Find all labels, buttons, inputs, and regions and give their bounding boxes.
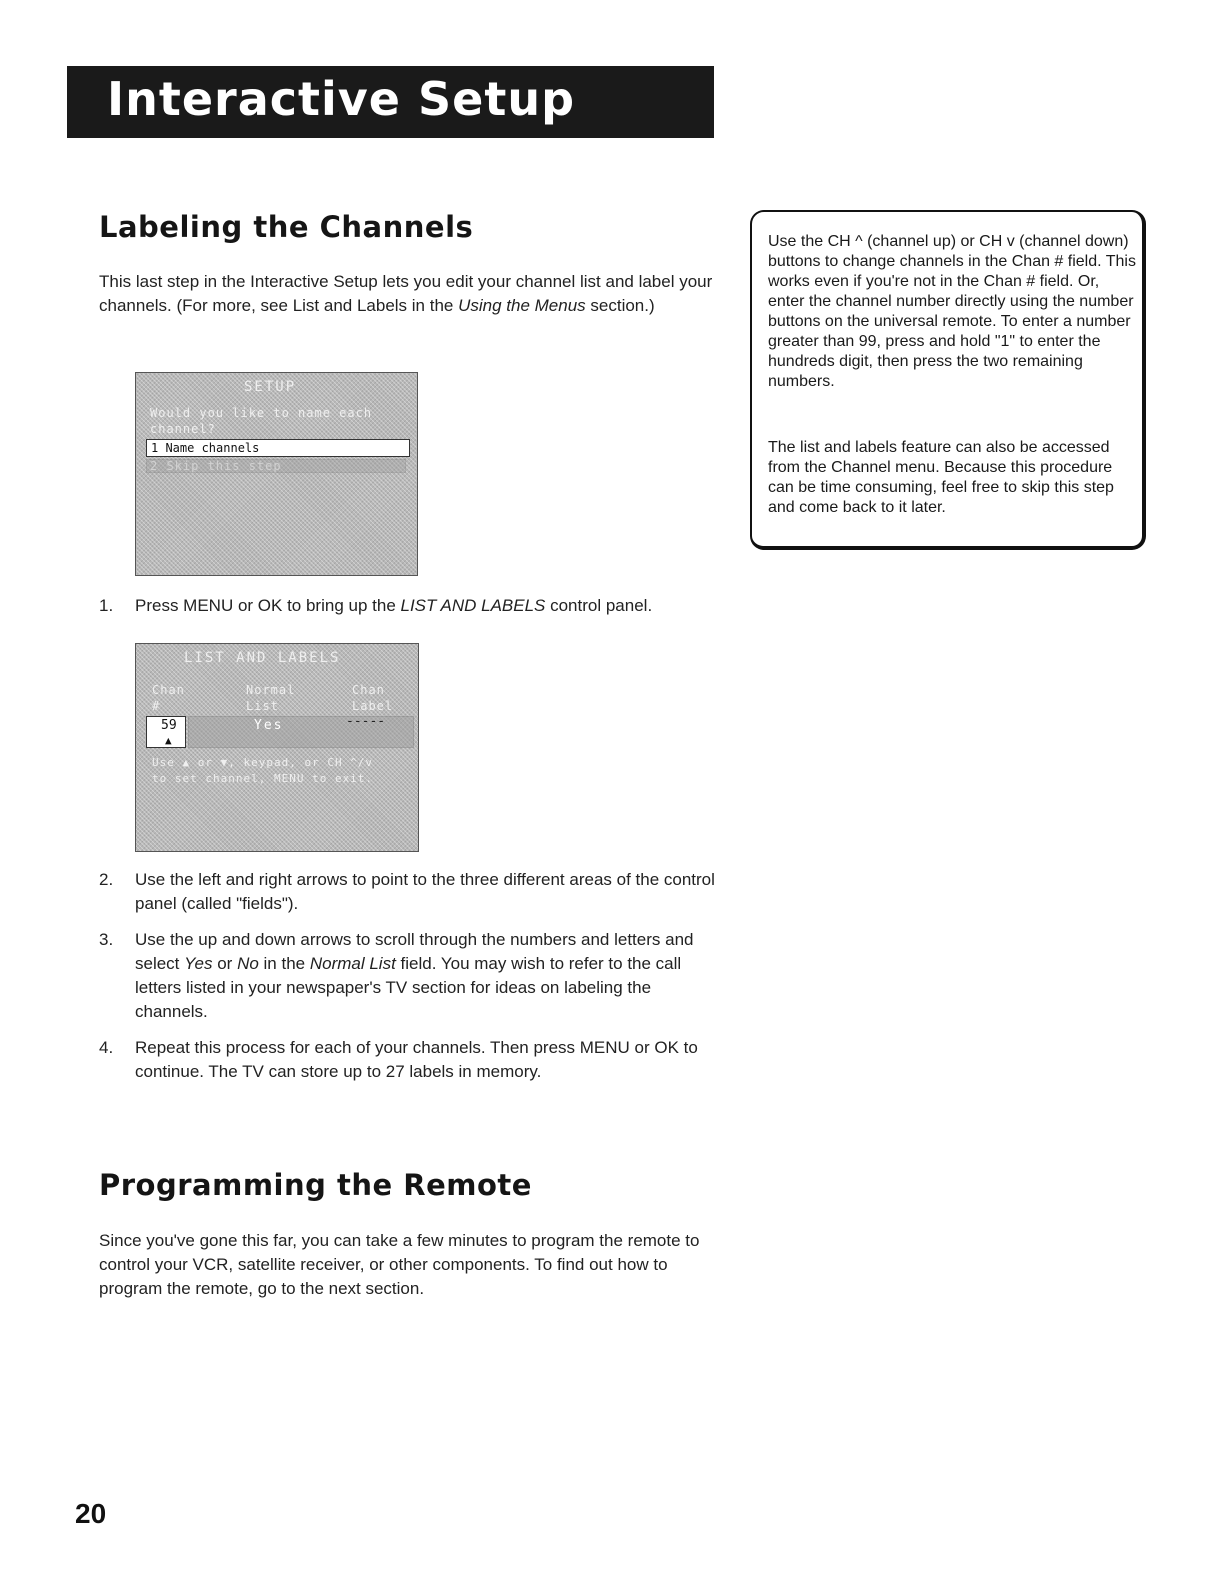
programming-body: Since you've gone this far, you can take a few minutes to program the remote to control your VCR, satellite receiver, or other components. To find out how to program the remote, go to the next section.	[99, 1231, 700, 1298]
chan-label-value: -----	[346, 714, 386, 729]
section-heading-labeling: Labeling the Channels	[99, 210, 474, 244]
tip-paragraph-1: Use the CH ^ (channel up) or CH v (channel down) buttons to change channels in the Chan # field. This works even if you're not in the Chan # field. Or, enter the channel number directly using the number buttons on the universal remote. To enter a number greater than 99, press and hold "1" to enter the hundreds digit, then press the two remaining numbers.	[768, 233, 1136, 390]
list-and-labels-screen	[135, 643, 419, 852]
header-banner	[67, 66, 714, 138]
help-line-2: to set channel, MENU to exit.	[152, 772, 374, 785]
col-chan-header: Chan #	[152, 683, 185, 713]
page-title: Interactive Setup	[107, 72, 575, 126]
step-3: 3. Use the up and down arrows to scroll through the numbers and letters and select Yes or No in the Normal List field. You may wish to refer to the call letters listed in your newspaper's TV section for ideas on labeling the channels.	[99, 930, 694, 1021]
help-line-1: Use ▲ or ▼, keypad, or CH ^/v	[152, 756, 374, 769]
setup-screen-title: SETUP	[244, 379, 297, 395]
normal-list-value: Yes	[254, 718, 284, 733]
col-chan-label-header: Chan Label	[352, 683, 394, 713]
step-2: 2. Use the left and right arrows to point to the three different areas of the control panel (called "fields").	[99, 870, 715, 913]
labeling-intro: This last step in the Interactive Setup lets you edit your channel list and label your channels. (For more, see List and Labels in the Using the Menus section.)	[99, 272, 713, 315]
setup-option-skip: 2 Skip this step	[150, 459, 282, 473]
setup-option-name-channels: 1 Name channels	[146, 439, 410, 457]
setup-screen	[135, 372, 418, 576]
section-heading-programming: Programming the Remote	[99, 1168, 532, 1202]
chan-number-field	[146, 716, 186, 748]
step-4: 4. Repeat this process for each of your channels. Then press MENU or OK to continue. The TV can store up to 27 labels in memory.	[99, 1038, 698, 1081]
chan-number-value: 59	[161, 718, 177, 733]
setup-screen-question: Would you like to name each channel?	[150, 406, 373, 436]
up-arrow-icon: ▲	[165, 734, 172, 747]
setup-option-skip-bar	[146, 459, 406, 473]
tip-paragraph-2: The list and labels feature can also be accessed from the Channel menu. Because this procedure can be time consuming, feel free to skip this step and come back to it later.	[768, 439, 1114, 516]
col-normal-list-header: Normal List	[246, 683, 296, 713]
list-labels-title: LIST AND LABELS	[184, 650, 341, 666]
page-number: 20	[75, 1498, 107, 1529]
tip-box	[750, 210, 1146, 550]
